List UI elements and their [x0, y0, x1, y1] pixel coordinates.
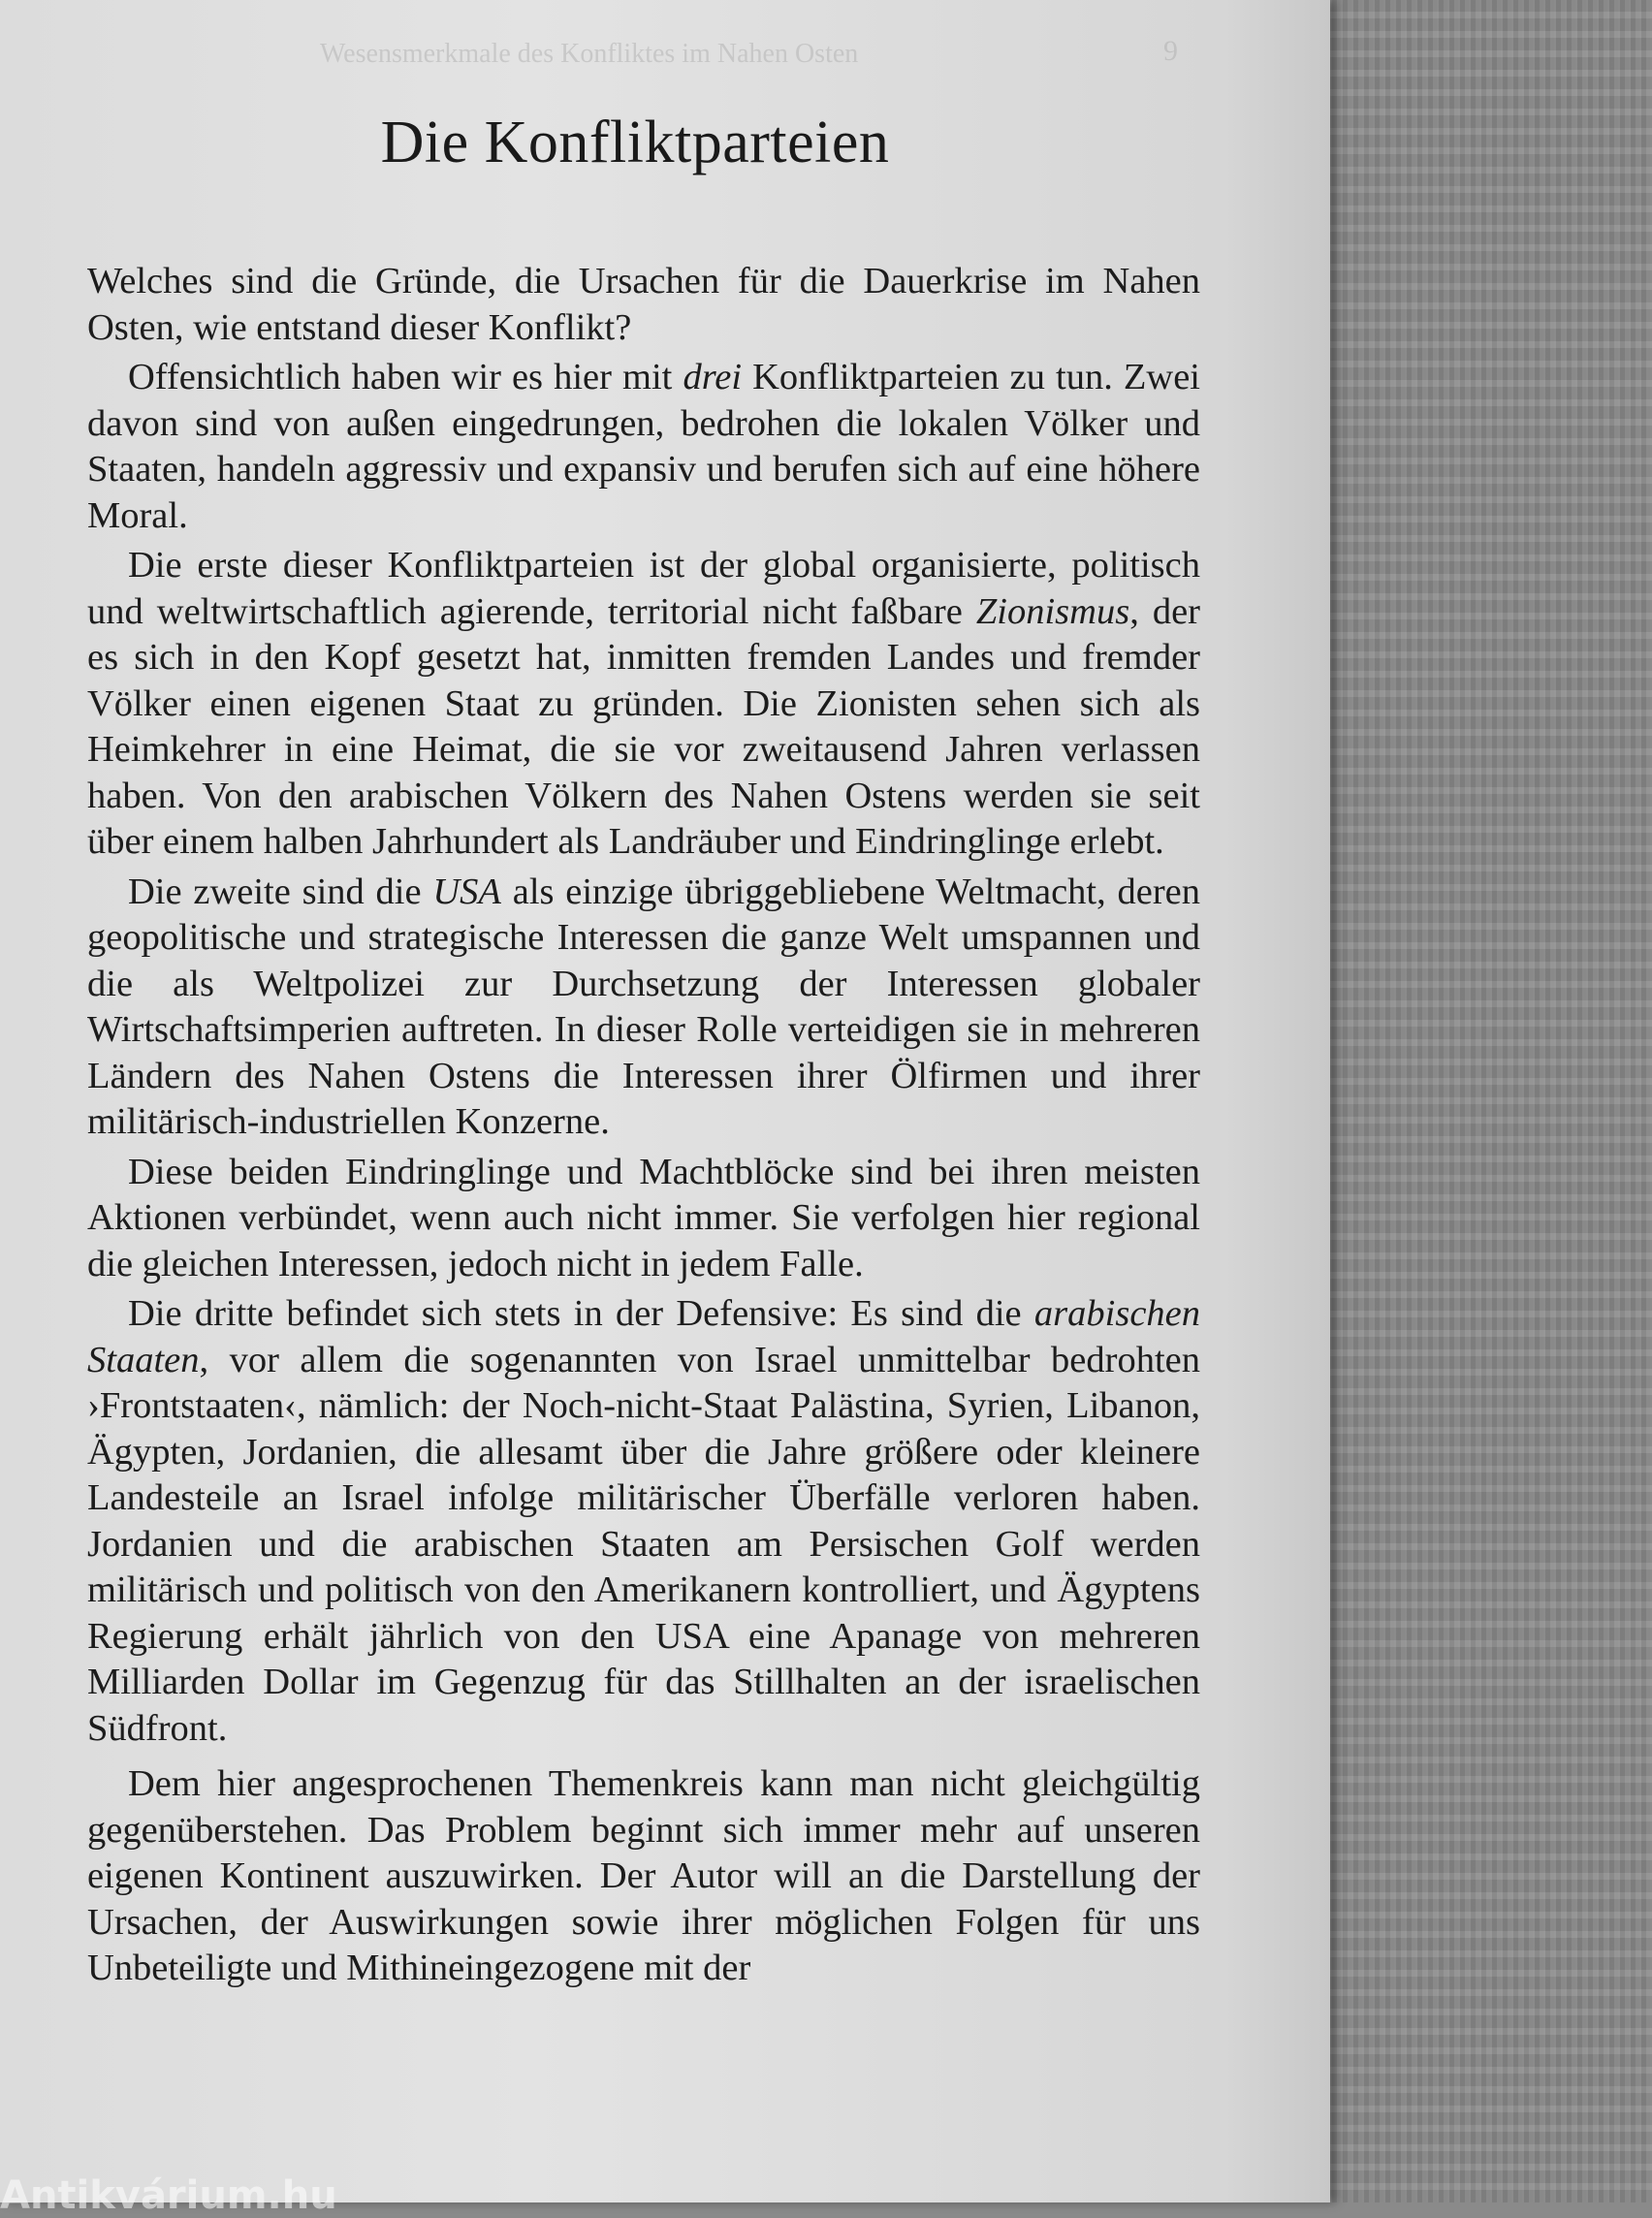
chapter-title: Die Konfliktparteien [380, 110, 890, 175]
emphasis-drei: drei [683, 357, 743, 397]
bleed-through-page-number: 9 [1163, 35, 1178, 67]
paragraph-3: Die erste dieser Konfliktparteien ist der global organisierte, politisch und weltwirtschaftlich agierende, territorial nicht faßbare Zionismus, der es sich in den Kopf gesetzt hat, inmitten fremden Landes und fremder Völker einen eigenen Staat zu gründen. Die Zionisten sehen sich als Heimkehrer in eine Heimat, die sie vor zweitausend Jahren verlassen haben. Von den arabischen Völkern des Nahen Ostens werden sie seit über einem halben Jahrhundert als Landräuber und Eindringlinge erlebt. [87, 545, 1200, 862]
paragraph-2: Offensichtlich haben wir es hier mit drei Konfliktparteien zu tun. Zwei davon sind von außen eingedrungen, bedrohen die lokalen Völker und Staaten, handeln aggressiv und expansiv und berufen sich auf eine höhere Moral. [87, 357, 1200, 536]
watermark-text: Antikvárium.hu [0, 2173, 337, 2218]
emphasis-zionismus: Zionismus [975, 590, 1130, 632]
paragraph-7: Dem hier angesprochenen Themenkreis kann man nicht gleichgültig gegenüberstehen. Das Problem beginnt sich immer mehr auf unseren eigenen Kontinent auszuwirken. Der Autor will an die Darstellung der Ursachen, der Auswirkungen sowie ihrer möglichen Folgen für uns Unbeteiligte und Mithineingezogene mit der [87, 1763, 1200, 1988]
emphasis-usa: USA [432, 871, 501, 912]
paragraph-4: Die zweite sind die USA als einzige übriggebliebene Weltmacht, deren geopolitische und strategische Interessen die ganze Welt umspannen und die als Weltpolizei zur Durchsetzung der Interessen globaler Wirtschaftsimperien auftreten. In dieser Rolle verteidigen sie in mehreren Ländern des Nahen Ostens die Interessen ihrer Ölfirmen und ihrer militärisch-industriellen Konzerne. [87, 871, 1201, 1142]
paragraph-6: Die dritte befindet sich stets in der Defensive: Es sind die arabischen Staaten, vor allem die sogenannten von Israel unmittelbar bedrohten ›Frontstaaten‹, nämlich: der Noch-nicht-Staat Palästina, Syrien, Libanon, Ägypten, Jordanien, die allesamt über die Jahre größere oder kleinere Landesteile an Israel infolge militärischer Überfälle verloren haben. Jordanien und die arabischen Staaten am Persischen Golf werden militärisch und politisch von den Amerikanern kontrolliert, und Ägyptens Regierung erhält jährlich von den USA eine Apanage von mehreren Milliarden Dollar im Gegenzug für das Stillhalten an der israelischen Südfront. [87, 1293, 1200, 1749]
paragraph-5: Diese beiden Eindringlinge und Machtblöcke sind bei ihren meisten Aktionen verbündet, wenn auch nicht immer. Sie verfolgen hier regional die gleichen Interessen, jedoch nicht in jedem Falle. [87, 1151, 1200, 1284]
bleed-through-running-head: Wesensmerkmale des Konfliktes im Nahen Osten [320, 39, 859, 69]
background-surface [1330, 0, 1652, 2202]
emphasis-arabische-staaten: arabischen Staaten [87, 1293, 1200, 1380]
body-text [87, 259, 1200, 1996]
paragraph-1: Welches sind die Gründe, die Ursachen für die Dauerkrise im Nahen Osten, wie entstand dieser Konflikt? [87, 261, 1200, 348]
